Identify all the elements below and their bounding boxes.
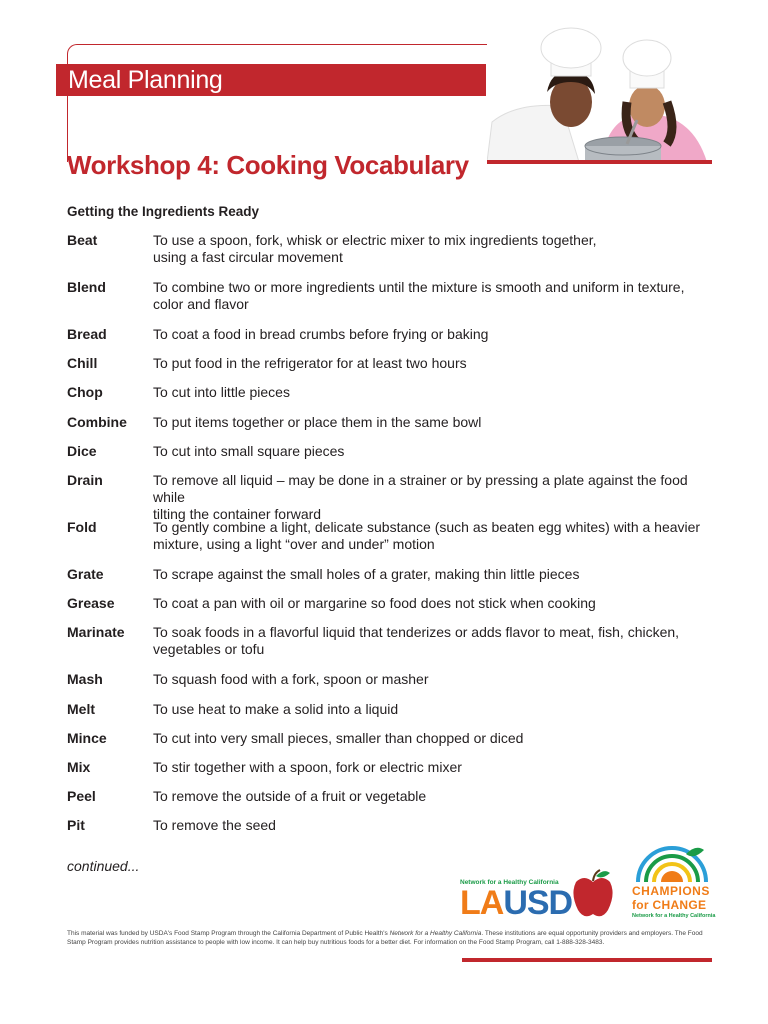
rainbow-sun-icon [630,840,715,884]
vocab-term: Grease [67,595,115,612]
vocab-definition [153,279,708,313]
definition-line: To remove the seed [153,817,276,834]
vocab-term: Combine [67,413,127,430]
vocab-term: Dice [67,442,97,459]
header-banner: Meal Planning [56,64,486,96]
definition-line: color and flavor [153,296,249,312]
continued-note: continued... [67,858,140,874]
vocab-definition [153,232,708,266]
champions-line-1: CHAMPIONS [632,884,710,898]
definition-line: using a fast circular movement [153,249,343,265]
definition-line: To coat a pan with oil or margarine so food does not stick when cooking [153,595,596,612]
definition-line: To scrape against the small holes of a grater, making thin little pieces [153,566,580,582]
section-heading: Getting the Ingredients Ready [67,204,260,219]
vocab-term: Chop [67,384,103,401]
vocab-definition [153,730,708,747]
definition-line: To cut into little pieces [153,384,290,401]
definition-line: To coat a food in bread crumbs before frying or baking [153,326,489,342]
lausd-logo [460,866,616,926]
vocab-term: Pit [67,817,85,834]
lausd-network-label: Network for a Healthy California [460,879,559,886]
vocab-term: Melt [67,700,95,717]
vocab-term: Peel [67,788,96,805]
vocab-term: Marinate [67,624,125,641]
vocab-term: Grate [67,566,104,582]
lausd-wordmark: LAUSD [460,884,573,922]
definition-line: To gently combine a light, delicate substance (such as beaten egg whites) with a heavier [153,519,701,535]
vocab-definition [153,472,708,523]
champions-line-2: for CHANGE [632,898,707,912]
definition-line: To use a spoon, fork, whisk or electric mixer to mix ingredients together, [153,232,597,248]
vocab-term: Drain [67,472,103,488]
definition-line: To soak foods in a flavorful liquid that tenderizes or adds flavor to meat, fish, chicken, [153,624,680,641]
vocab-term: Blend [67,279,106,295]
vocab-definition [153,443,708,460]
photo-divider [487,160,712,164]
vocab-definition [153,817,708,834]
definition-line: To remove the outside of a fruit or vegetable [153,788,427,805]
vocab-term: Mince [67,729,107,746]
vocab-definition [153,566,708,583]
definition-line: To cut into very small pieces, smaller than chopped or diced [153,729,524,746]
definition-line: To use heat to make a solid into a liquid [153,700,399,717]
definition-line: mixture, using a light “over and under” motion [153,536,435,552]
definition-line: tilting the container forward [153,506,322,522]
vocab-definition [153,788,708,805]
champions-for-change-logo [630,840,715,926]
definition-line: To cut into small square pieces [153,442,345,459]
vocab-definition [153,595,708,612]
vocab-definition [153,414,708,431]
page-title: Workshop 4: Cooking Vocabulary [67,150,469,180]
vocab-definition [153,519,708,553]
definition-line: To put items together or place them in the same bowl [153,413,482,430]
definition-line: To put food in the refrigerator for at least two hours [153,355,467,372]
vocab-term: Mix [67,759,91,775]
definition-line: To squash food with a fork, spoon or masher [153,671,429,688]
apple-icon [572,868,614,920]
vocab-definition [153,355,708,372]
vocab-term: Beat [67,232,98,248]
vocab-term: Fold [67,519,97,535]
vocab-definition [153,384,708,401]
vocab-term: Mash [67,671,103,688]
vocab-definition [153,701,708,718]
vocab-definition [153,671,708,688]
definition-line: To combine two or more ingredients until the mixture is smooth and uniform in texture, [153,279,685,295]
definition-line: To remove all liquid – may be done in a strainer or by pressing a plate against the food while [153,472,688,505]
vocab-term: Chill [67,355,98,372]
vocab-definition [153,326,708,343]
definition-line: vegetables or tofu [153,641,265,658]
chef-photo [487,22,712,162]
champions-network-label: Network for a Healthy California [632,913,716,919]
funding-disclaimer: This material was funded by USDA's Food Stamp Program through the California Department of Public Health's Network for a Healthy California. These institutions are equal opportunity providers and employers. The Food Stamp Program provides nutrition assistance to people with low income. It can help buy nutritious foods for a better diet. For information on the Food Stamp Program, call 1-888-328-3483. [67,930,703,946]
definition-line: To stir together with a spoon, fork or electric mixer [153,759,462,775]
vocab-definition [153,624,708,658]
footer-divider [462,958,712,962]
vocab-term: Bread [67,326,107,342]
vocab-definition [153,759,708,776]
